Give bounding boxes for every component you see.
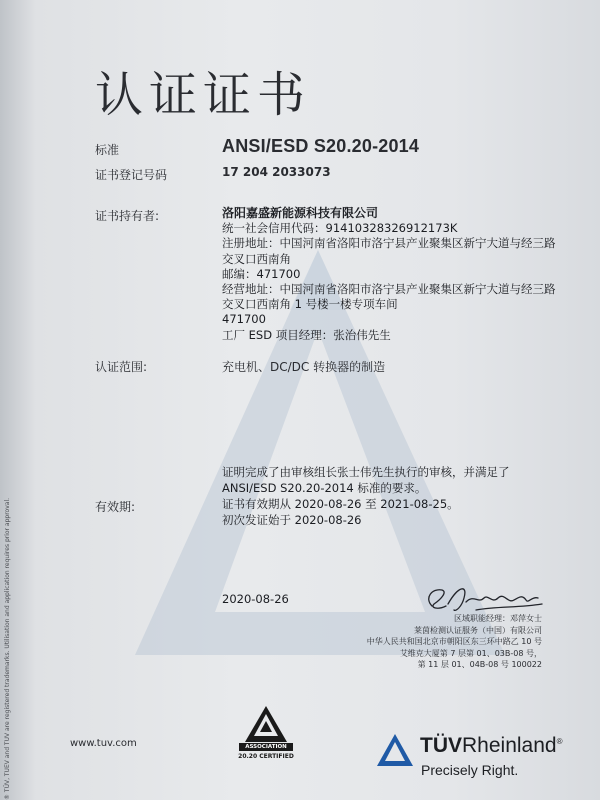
esd-certified-text: 20.20 CERTIFIED (238, 753, 294, 760)
tuv-brand (420, 734, 562, 758)
holder-biz-postcode: 471700 (222, 312, 266, 327)
issuer-address-line1: 中华人民共和国北京市朝阳区东三环中路乙 10 号 (366, 637, 542, 646)
validity-line2: 初次发证始于 2020-08-26 (222, 512, 362, 527)
regno-value: 17 204 2033073 (222, 165, 331, 179)
holder-block (222, 206, 562, 343)
holder-biz-address-line2: 交叉口西南角 1 号楼一楼专项车间 (222, 297, 398, 312)
standard-value: ANSI/ESD S20.20-2014 (222, 136, 420, 156)
tuv-slogan: Precisely Right. (421, 762, 519, 778)
tuv-brand-part1: TÜV (420, 734, 462, 757)
tuv-registered-mark: ® (556, 737, 563, 746)
issuer-block (367, 613, 542, 671)
issuer-address-line2: 艾维克大厦第 7 层第 01、03B-08 号， (399, 648, 542, 658)
issuer-address-line3: 第 11 层 01、04B-08 号 100022 (417, 660, 542, 669)
holder-reg-postcode: 邮编：471700 (222, 266, 301, 281)
holder-credit-code: 统一社会信用代码：91410328326912173K (222, 221, 458, 236)
website-link: www.tuv.com (70, 738, 137, 749)
esd-association-text: ASSOCIATION (239, 743, 293, 751)
holder-reg-address-line1: 注册地址：中国河南省洛阳市洛宁县产业聚集区新宁大道与经三路 (222, 236, 556, 251)
statement-line1: 证明完成了由审核组长张士伟先生执行的审核，并满足了 (222, 465, 510, 479)
regno-label: 证书登记号码 (95, 168, 168, 182)
issuer-company: 莱茵检测认证服务（中国）有限公司 (414, 625, 542, 635)
issuer-manager: 区域职能经理：邓萍女士 (454, 614, 542, 623)
holder-label: 证书持有者: (95, 209, 160, 223)
certificate-title: 认证证书 (95, 67, 312, 123)
scope-label: 认证范围: (95, 360, 148, 374)
holder-biz-address-line1: 经营地址：中国河南省洛阳市洛宁县产业聚集区新宁大道与经三路 (222, 282, 556, 297)
validity-line1: 证书有效期从 2020-08-26 至 2021-08-25。 (222, 497, 459, 511)
scope-value: 充电机、DC/DC 转换器的制造 (222, 360, 386, 374)
esd-logo-icon (244, 705, 288, 743)
standard-label: 标准 (95, 143, 120, 157)
statement (222, 465, 510, 496)
tuv-brand-part2: Rheinland (462, 734, 557, 757)
trademark-side-note: ® TÜV, TUEV and TUV are registered trademarks. Utilisation and application requires prior approval. (4, 497, 11, 800)
statement-line2: ANSI/ESD S20.20-2014 标准的要求。 (222, 480, 427, 495)
esd-logo (230, 705, 302, 760)
validity-label: 有效期: (95, 500, 136, 514)
holder-manager: 工厂 ESD 项目经理：张治伟先生 (222, 327, 391, 342)
tuv-triangle-icon (376, 733, 414, 767)
issue-date: 2020-08-26 (222, 592, 289, 606)
holder-reg-address-line2: 交叉口西南角 (222, 251, 291, 266)
holder-name: 洛阳嘉盛新能源科技有限公司 (222, 206, 379, 220)
validity (222, 497, 459, 528)
